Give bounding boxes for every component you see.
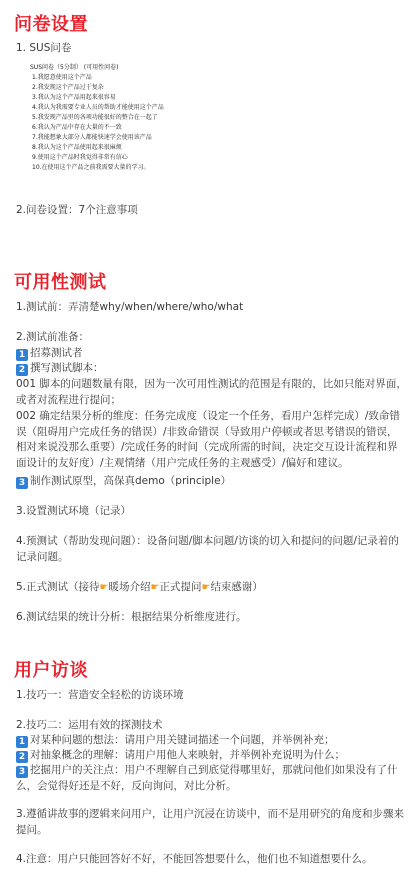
interview-tip-1: 1.技巧一：营造安全轻松的访谈环境 — [16, 689, 184, 701]
list-label: 对抽象概念的理解：请用户用他人来映射，并举例补充说明为什么； — [30, 749, 345, 761]
sus-item: 6.我认为产品中存在大量的不一致 — [32, 124, 122, 131]
interview-tip-4: 4.注意：用户只能回答好不好，不能回答想要什么，他们也不知道想要什么。 — [16, 853, 373, 865]
section-heading-questionnaire: 问卷设置 — [14, 14, 88, 35]
keycap-3-icon: 3 — [16, 477, 28, 489]
sus-item: 4.我认为我需要专业人员的帮助才能使用这个产品 — [32, 104, 164, 111]
sus-questionnaire-item: 1. SUS问卷 — [16, 42, 72, 54]
interview-tip-2-list-3 — [16, 763, 408, 794]
script-note-002: 002 确定结果分析的维度：任务完成度（设定一个任务，看用户怎样完成）/致命错误（阻碍用户完成任务的错误）/非致命错误（导致用户停顿或者思考错误的错误，相对来说没那么重要）/完成任务的时间（完成所需的时间，决定交互设计流程和界面设计的友好度）/主观情绪（用户完成任务的主观感受）/偏好和建议。 — [16, 410, 400, 469]
pointing-hand-icon: ☛ — [150, 582, 160, 593]
list-label: 招募测试者 — [30, 347, 83, 359]
keycap-2-icon: 2 — [16, 364, 28, 376]
sus-item: 9.使用这个产品时我觉得非常有信心 — [32, 154, 128, 161]
usability-step-2-list-2 — [16, 361, 104, 377]
sus-questionnaire-image — [24, 63, 244, 173]
usability-step-3: 3.设置测试环境（记录） — [16, 505, 132, 517]
step-5-thanks: 结束感谢） — [210, 581, 263, 593]
sus-item: 10.在使用这个产品之前我需要大量的学习。 — [32, 164, 150, 171]
step-5-prefix: 5.正式测试（接待 — [16, 581, 100, 593]
sus-item: 2.我发现这个产品过于复杂 — [32, 84, 104, 91]
sus-item: 3.我认为这个产品用起来很容易 — [32, 94, 116, 101]
sus-title: SUS问卷（5分制） (可用性问卷) — [30, 64, 119, 71]
script-note-001: 001 脚本的问题数量有限，因为一次可用性测试的范围是有限的，比如只能对界面，或者对流程进行提问； — [16, 378, 407, 406]
sus-item: 8.我认为这个产品使用起来很麻烦 — [32, 144, 122, 151]
interview-tip-2-list-2 — [16, 748, 345, 764]
keycap-1-icon: 1 — [16, 349, 28, 361]
step-5-questions: 正式提问 — [159, 581, 202, 593]
list-label: 挖掘用户的关注点：用户不理解自己到底觉得哪里好，那就问他们如果没有了什么，会觉得好还是不好，反向询问，对比分析。 — [16, 764, 398, 792]
pointing-hand-icon: ☛ — [201, 582, 211, 593]
section-heading-interview: 用户访谈 — [14, 660, 88, 681]
usability-step-5 — [16, 580, 263, 596]
keycap-1-icon: 1 — [16, 736, 28, 748]
interview-tip-2-title: 2.技巧二：运用有效的探测技术 — [16, 719, 163, 731]
usability-step-2-title: 2.测试前准备： — [16, 331, 90, 343]
list-label: 对某种问题的想法：请用户用关键词描述一个问题，并举例补充； — [30, 734, 335, 746]
sus-item: 7.我能想象大部分人都能快速学会使用该产品 — [32, 134, 152, 141]
usability-step-2-list-1 — [16, 346, 83, 362]
interview-tip-3: 3.遵循讲故事的逻辑来问用户，让用户沉浸在访谈中，而不是用研究的角度和步骤来提问。 — [16, 808, 405, 836]
list-label: 撰写测试脚本： — [30, 362, 104, 374]
list-label: 制作测试原型，高保真demo（principle） — [30, 475, 232, 487]
keycap-2-icon: 2 — [16, 751, 28, 763]
usability-step-2-list-3 — [16, 474, 231, 490]
interview-tip-2-list-1 — [16, 733, 335, 749]
pointing-hand-icon: ☛ — [99, 582, 109, 593]
sus-item: 5.我发现产品里的各项功能很好的整合在一起了 — [32, 114, 158, 121]
usability-step-4: 4.预测试（帮助发现问题）：设备问题/脚本问题/访谈的切入和提问的问题/记录着的记录问题。 — [16, 535, 399, 563]
section-heading-usability: 可用性测试 — [14, 272, 107, 293]
sus-item: 1.我愿意使用这个产品 — [32, 74, 92, 81]
keycap-3-icon: 3 — [16, 766, 28, 778]
step-5-warmup: 暖场介绍 — [108, 581, 151, 593]
usability-step-6: 6.测试结果的统计分析：根据结果分析维度进行。 — [16, 611, 247, 623]
usability-step-1: 1.测试前：弄清楚why/when/where/who/what — [16, 301, 244, 313]
questionnaire-notes-item: 2.问卷设置：7个注意事项 — [16, 204, 138, 216]
